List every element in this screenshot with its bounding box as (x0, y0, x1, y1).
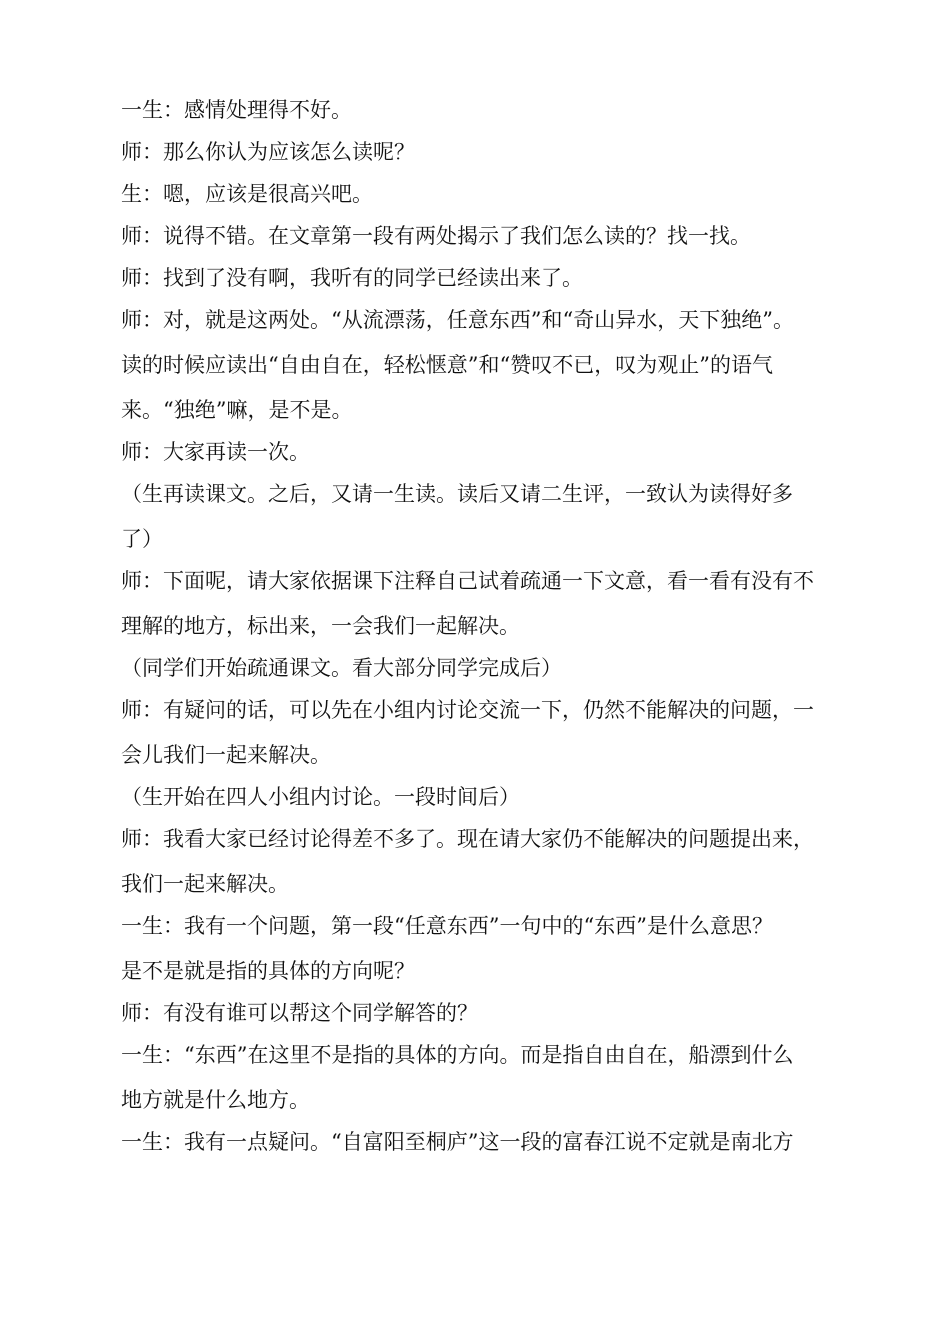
paragraph (121, 782, 871, 813)
text-line: 生：嗯，应该是很高兴吧。 (121, 182, 373, 206)
paragraph (121, 305, 871, 426)
text-line: 一生：我有一个问题，第一段“任意东西”一句中的“东西”是什么意思？ (121, 914, 773, 938)
paragraph-gap (121, 210, 871, 221)
document-body (121, 95, 871, 1158)
text-line: 来。“独绝”嘛，是不是。 (121, 398, 353, 422)
paragraph (121, 695, 871, 771)
text-line: 一生：感情处理得不好。 (121, 98, 352, 122)
text-line: 师：我看大家已经讨论得差不多了。现在请大家仍不能解决的问题提出来， (121, 827, 814, 851)
text-line: 理解的地方，标出来，一会我们一起解决。 (121, 614, 520, 638)
paragraph (121, 179, 871, 210)
paragraph-gap (121, 771, 871, 782)
paragraph-gap (121, 1029, 871, 1040)
text-line: 师：有疑问的话，可以先在小组内讨论交流一下，仍然不能解决的问题，一 (121, 698, 814, 722)
paragraph (121, 566, 871, 642)
paragraph (121, 263, 871, 294)
paragraph (121, 1127, 871, 1158)
text-line: 师：那么你认为应该怎么读呢？ (121, 140, 415, 164)
paragraph-gap (121, 168, 871, 179)
paragraph (121, 479, 871, 555)
text-line: 了） (121, 527, 163, 551)
paragraph-gap (121, 426, 871, 437)
text-line: 会儿我们一起来解决。 (121, 743, 331, 767)
paragraph (121, 95, 871, 126)
text-line: 一生：我有一点疑问。“自富阳至桐庐”这一段的富春江说不定就是南北方 (121, 1130, 794, 1154)
paragraph-gap (121, 900, 871, 911)
paragraph (121, 824, 871, 900)
paragraph-gap (121, 642, 871, 653)
paragraph (121, 137, 871, 168)
text-line: 师：对，就是这两处。“从流漂荡，任意东西”和“奇山异水，天下独绝”。 (121, 308, 794, 332)
paragraph-gap (121, 555, 871, 566)
text-line: 读的时候应读出“自由自在，轻松惬意”和“赞叹不已，叹为观止”的语气 (121, 353, 773, 377)
text-line: 师：说得不错。在文章第一段有两处揭示了我们怎么读的？找一找。 (121, 224, 751, 248)
paragraph-gap (121, 126, 871, 137)
paragraph-gap (121, 468, 871, 479)
text-line: 师：找到了没有啊，我听有的同学已经读出来了。 (121, 266, 583, 290)
text-line: 师：有没有谁可以帮这个同学解答的？ (121, 1001, 478, 1025)
paragraph (121, 911, 871, 987)
paragraph (121, 998, 871, 1029)
paragraph (121, 1040, 871, 1116)
text-line: （生再读课文。之后，又请一生读。读后又请二生评，一致认为读得好多 (121, 482, 793, 506)
text-line: （同学们开始疏通课文。看大部分同学完成后） (121, 656, 562, 680)
paragraph-gap (121, 294, 871, 305)
paragraph-gap (121, 987, 871, 998)
paragraph-gap (121, 684, 871, 695)
paragraph (121, 437, 871, 468)
text-line: （生开始在四人小组内讨论。一段时间后） (121, 785, 520, 809)
paragraph-gap (121, 1116, 871, 1127)
paragraph (121, 653, 871, 684)
text-line: 地方就是什么地方。 (121, 1088, 310, 1112)
text-line: 是不是就是指的具体的方向呢？ (121, 959, 415, 983)
text-line: 师：大家再读一次。 (121, 440, 310, 464)
text-line: 我们一起来解决。 (121, 872, 289, 896)
text-line: 一生：“东西”在这里不是指的具体的方向。而是指自由自在，船漂到什么 (121, 1043, 794, 1067)
paragraph (121, 221, 871, 252)
paragraph-gap (121, 252, 871, 263)
paragraph-gap (121, 813, 871, 824)
text-line: 师：下面呢，请大家依据课下注释自己试着疏通一下文意，看一看有没有不 (121, 569, 814, 593)
